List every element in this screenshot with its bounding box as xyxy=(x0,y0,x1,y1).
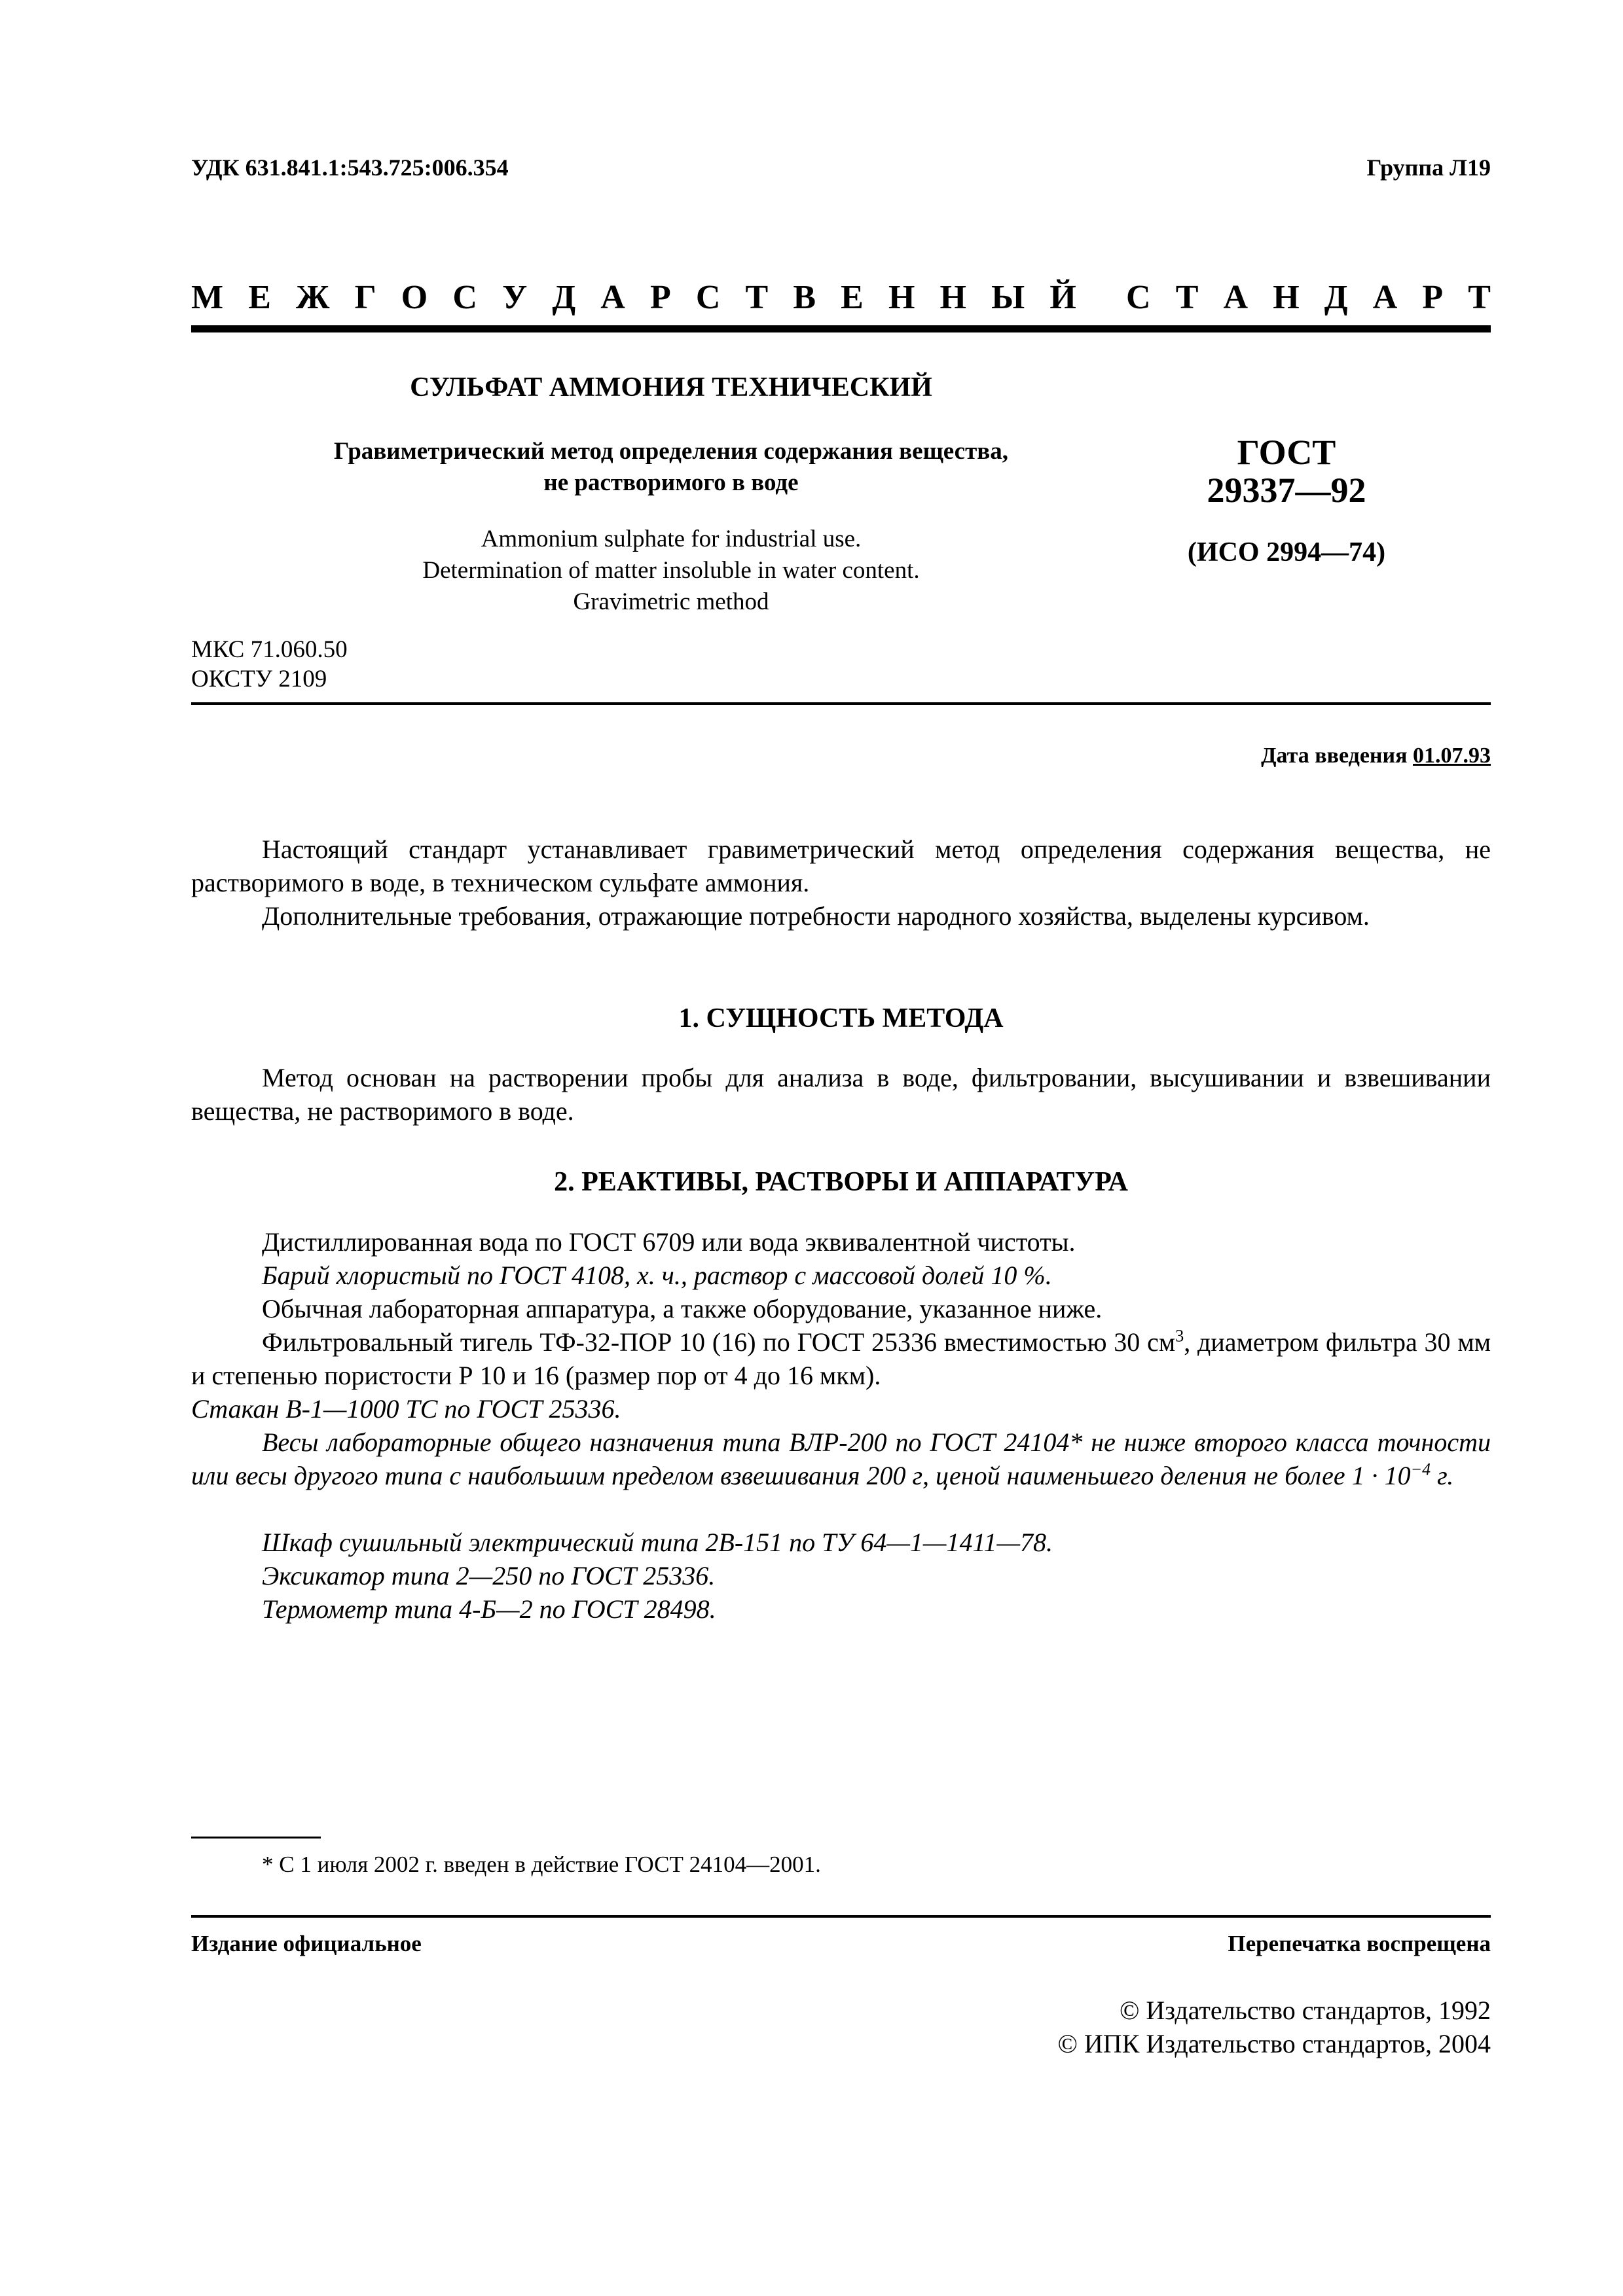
gost-designation xyxy=(1162,433,1411,509)
gost-label: ГОСТ xyxy=(1237,433,1336,472)
interstate-standard-banner xyxy=(191,278,1491,317)
banner-letter: Т xyxy=(1175,279,1199,316)
banner-letter: С xyxy=(695,279,721,316)
reprint-notice: Перепечатка воспрещена xyxy=(1228,1931,1491,1956)
banner-letter: Ы xyxy=(991,279,1025,316)
english-title-line: Ammonium sulphate for industrial use. xyxy=(481,526,862,552)
superscript: 3 xyxy=(1175,1326,1184,1346)
reagent-item xyxy=(191,1325,1491,1392)
superscript: −4 xyxy=(1410,1460,1431,1479)
banner-letter: Р xyxy=(649,279,671,316)
introduction-date xyxy=(1261,744,1491,768)
footnote: * С 1 июля 2002 г. введен в действие ГОСТ 24104—2001. xyxy=(262,1852,821,1877)
reagent-item: Обычная лабораторная аппаратура, а также оборудование, указанное ниже. xyxy=(262,1294,1103,1323)
reagent-item: Шкаф сушильный электрический типа 2В-151 по ТУ 64—1—1411—78. xyxy=(262,1528,1053,1557)
subtitle-line: Гравиметрический метод определения содержания вещества, xyxy=(333,438,1009,465)
crucible-text: Фильтровальный тигель ТФ-32-ПОР 10 (16) по ГОСТ 25336 вместимостью 30 см xyxy=(262,1327,1176,1357)
banner-letter: Т xyxy=(1468,279,1491,316)
crucible-text: , диаметром фильтра 30 мм и степенью пористости Р 10 и 16 (размер пор от 4 до 16 мкм). xyxy=(191,1327,1491,1390)
header-rule xyxy=(191,325,1491,332)
banner-letter: В xyxy=(793,279,816,316)
banner-letter: Е xyxy=(841,279,864,316)
banner-letter: Ж xyxy=(296,279,330,316)
banner-letter: А xyxy=(1223,279,1249,316)
group-code: Группа Л19 xyxy=(1366,154,1491,181)
okstu-code: ОКСТУ 2109 xyxy=(191,666,327,692)
classification-codes xyxy=(191,635,348,694)
banner-letter: Г xyxy=(354,279,376,316)
banner-letter: Н xyxy=(888,279,915,316)
copyright-line: © Издательство стандартов, 1992 xyxy=(1119,1996,1491,2025)
reagent-item: Эксикатор типа 2—250 по ГОСТ 25336. xyxy=(262,1561,716,1590)
scales-text: Весы лабораторные общего назначения типа ВЛР-200 по ГОСТ 24104* не ниже второго класса точности или весы другого типа с наибольшим пределом взвешивания 200 г, ценой наименьшего деления не более 1 · 10 xyxy=(191,1427,1491,1490)
banner-letter: А xyxy=(1372,279,1398,316)
reagent-item: Термометр типа 4-Б—2 по ГОСТ 28498. xyxy=(262,1594,716,1624)
document-subtitle xyxy=(282,436,1061,499)
banner-letter: Й xyxy=(1049,279,1076,316)
banner-letter: Е xyxy=(248,279,271,316)
official-edition: Издание официальное xyxy=(191,1931,422,1956)
gost-number: 29337—92 xyxy=(1207,471,1366,510)
banner-letter: О xyxy=(401,279,428,316)
reagent-item xyxy=(191,1426,1491,1492)
banner-letter: Д xyxy=(552,279,576,316)
section-heading: 1. СУЩНОСТЬ МЕТОДА xyxy=(678,1003,1004,1033)
section-heading: 2. РЕАКТИВЫ, РАСТВОРЫ И АППАРАТУРА xyxy=(554,1167,1128,1197)
intro-paragraph: Дополнительные требования, отражающие потребности народного хозяйства, выделены курсивом. xyxy=(262,901,1370,931)
banner-letter: У xyxy=(502,279,528,316)
banner-letter: А xyxy=(600,279,625,316)
mks-code: МКС 71.060.50 xyxy=(191,636,348,663)
copyright-line: © ИПК Издательство стандартов, 2004 xyxy=(1057,2029,1491,2058)
section-rule xyxy=(191,702,1491,705)
footnote-rule xyxy=(191,1837,321,1839)
banner-letter: С xyxy=(1126,279,1151,316)
reagent-item: Стакан В-1—1000 ТС по ГОСТ 25336. xyxy=(191,1394,621,1424)
method-paragraph: Метод основан на растворении пробы для анализа в воде, фильтровании, высушивании и взвешивании вещества, не растворимого в воде. xyxy=(191,1063,1491,1126)
english-title-line: Determination of matter insoluble in water content. xyxy=(422,557,920,584)
banner-letter: Д xyxy=(1324,279,1348,316)
subtitle-line: не растворимого в воде xyxy=(543,469,799,496)
intro-paragraph: Настоящий стандарт устанавливает гравиметрический метод определения содержания вещества, не растворимого в воде, в техническом сульфате аммония. xyxy=(191,834,1491,897)
banner-letter: Т xyxy=(745,279,769,316)
banner-letter: Н xyxy=(939,279,966,316)
banner-letter: М xyxy=(191,279,224,316)
date-value: 01.07.93 xyxy=(1413,744,1491,768)
banner-letter: С xyxy=(452,279,477,316)
english-title xyxy=(282,524,1061,618)
reagent-item: Барий хлористый по ГОСТ 4108, х. ч., раствор с массовой долей 10 %. xyxy=(262,1261,1052,1290)
banner-letter: Н xyxy=(1273,279,1300,316)
udc-code: УДК 631.841.1:543.725:006.354 xyxy=(191,154,509,181)
footer-rule xyxy=(191,1915,1491,1918)
scales-text: г. xyxy=(1431,1461,1454,1490)
banner-letter: Р xyxy=(1422,279,1444,316)
document-title: СУЛЬФАТ АММОНИЯ ТЕХНИЧЕСКИЙ xyxy=(410,372,932,403)
iso-reference: (ИСО 2994—74) xyxy=(1187,537,1386,567)
date-label: Дата введения xyxy=(1261,744,1413,768)
reagent-item: Дистиллированная вода по ГОСТ 6709 или вода эквивалентной чистоты. xyxy=(262,1227,1076,1257)
english-title-line: Gravimetric method xyxy=(573,588,769,615)
